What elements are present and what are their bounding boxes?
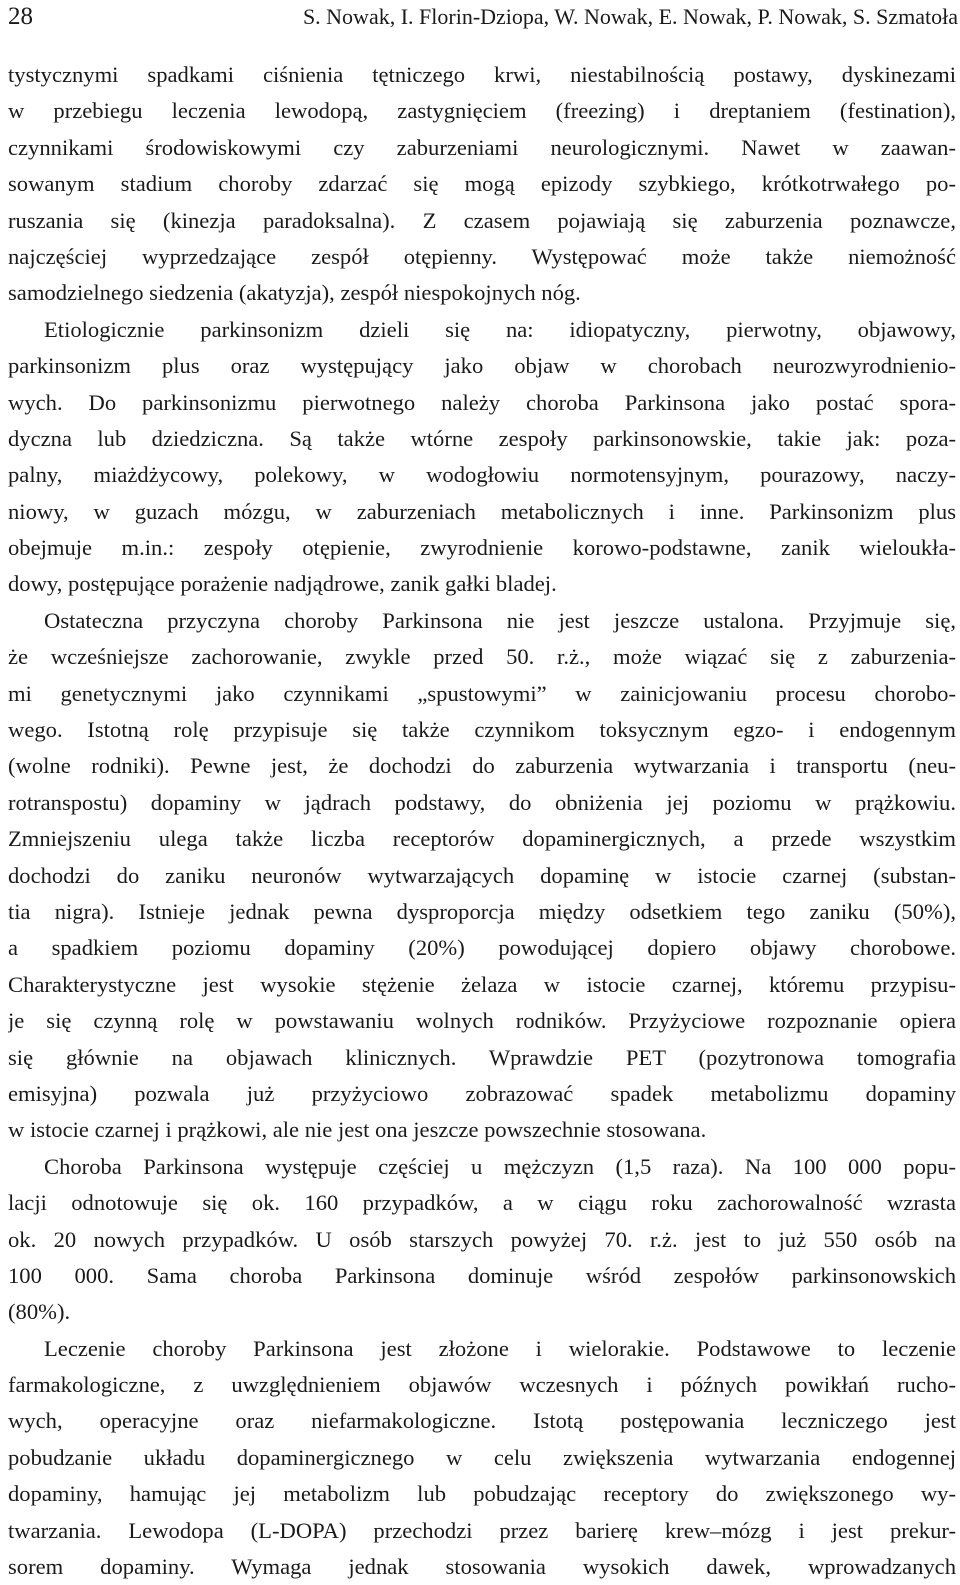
text-line: Etiologicznie parkinsonizm dzieli się na: idiopatyczny, pierwotny, objawowy,: [44, 316, 956, 342]
text-line: je się czynną rolę w powstawaniu wolnych rodników. Przyżyciowe rozpoznanie opiera: [8, 1008, 956, 1034]
text-line: wych, operacyjne oraz niefarmakologiczne. Istotą postępowania leczniczego jest: [8, 1408, 956, 1434]
text-line: sorem dopaminy. Wymaga jednak stosowania wysokich dawek, wprowadzanych: [8, 1554, 956, 1580]
text-line: wego. Istotną rolę przypisuje się także czynnikom toksycznym egzo- i endogennym: [8, 717, 956, 743]
text-line: pobudzanie układu dopaminergicznego w celu zwiększenia wytwarzania endogennej: [8, 1444, 956, 1470]
running-header: [8, 0, 958, 34]
text-line: niowy, w guzach mózgu, w zaburzeniach metabolicznych i inne. Parkinsonizm plus: [8, 498, 956, 524]
text-line: w przebiegu leczenia lewodopą, zastygnięciem (freezing) i dreptaniem (festination),: [8, 98, 956, 124]
text-line: a spadkiem poziomu dopaminy (20%) powodującej dopiero objawy chorobowe.: [8, 935, 956, 961]
text-line: (80%).: [8, 1299, 71, 1325]
text-line: dowy, postępujące porażenie nadjądrowe, zanik gałki bladej.: [8, 571, 557, 597]
text-line: się głównie na objawach klinicznych. Wprawdzie PET (pozytronowa tomografia: [8, 1044, 956, 1070]
text-line: wych. Do parkinsonizmu pierwotnego należy choroba Parkinsona jako postać spora-: [8, 389, 956, 415]
text-line: parkinsonizm plus oraz występujący jako objaw w chorobach neurozwyrodnienio-: [8, 353, 956, 379]
text-line: sowanym stadium choroby zdarzać się mogą epizody szybkiego, krótkotrwałego po-: [8, 171, 956, 197]
text-line: tia nigra). Istnieje jednak pewna dysproporcja między odsetkiem tego zaniku (50%),: [8, 898, 956, 924]
text-line: ruszania się (kinezja paradoksalna). Z czasem pojawiają się zaburzenia poznawcze,: [8, 207, 956, 233]
text-line: lacji odnotowuje się ok. 160 przypadków, a w ciągu roku zachorowalność wzrasta: [8, 1190, 956, 1216]
page-number: 28: [8, 3, 33, 30]
text-line: palny, miażdżycowy, polekowy, w wodogłowiu normotensyjnym, pourazowy, naczy-: [8, 462, 956, 488]
text-line: Charakterystyczne jest wysokie stężenie żelaza w istocie czarnej, któremu przypisu-: [8, 971, 956, 997]
text-line: w istocie czarnej i prążkowi, ale nie jest ona jeszcze powszechnie stosowana.: [8, 1117, 707, 1143]
text-line: dopaminy, hamując jej metabolizm lub pobudzając receptory do zwiększonego wy-: [8, 1481, 956, 1507]
text-line: twarzania. Lewodopa (L-DOPA) przechodzi przez barierę krew–mózg i jest prekur-: [8, 1517, 956, 1543]
text-line: najczęściej wyprzedzające zespół otępienny. Występować może także niemożność: [8, 243, 956, 269]
body-text: [8, 57, 956, 1585]
header-authors: S. Nowak, I. Florin-Dziopa, W. Nowak, E. Nowak, P. Nowak, S. Szmatoła: [302, 4, 958, 29]
text-line: obejmuje m.in.: zespoły otępienie, zwyrodnienie korowo-podstawne, zanik wieloukła-: [8, 535, 956, 561]
text-line: 100 000. Sama choroba Parkinsona dominuje wśród zespołów parkinsonowskich: [8, 1262, 956, 1288]
text-line: emisyjna) pozwala już przyżyciowo zobrazować spadek metabolizmu dopaminy: [8, 1080, 956, 1106]
text-line: dochodzi do zaniku neuronów wytwarzających dopaminę w istocie czarnej (substan-: [8, 862, 956, 888]
text-line: Ostateczna przyczyna choroby Parkinsona nie jest jeszcze ustalona. Przyjmuje się,: [44, 607, 956, 633]
text-line: Choroba Parkinsona występuje częściej u mężczyzn (1,5 raza). Na 100 000 popu-: [44, 1153, 956, 1179]
text-line: Leczenie choroby Parkinsona jest złożone i wielorakie. Podstawowe to leczenie: [44, 1335, 956, 1361]
text-line: że wcześniejsze zachorowanie, zwykle przed 50. r.ż., może wiązać się z zaburzenia-: [8, 644, 956, 670]
text-line: farmakologiczne, z uwzględnieniem objawów wczesnych i późnych powikłań rucho-: [8, 1372, 956, 1398]
text-line: Zmniejszeniu ulega także liczba receptorów dopaminergicznych, a przede wszystkim: [8, 826, 956, 852]
text-line: ok. 20 nowych przypadków. U osób starszych powyżej 70. r.ż. jest to już 550 osób na: [8, 1226, 956, 1252]
text-line: samodzielnego siedzenia (akatyzja), zespół niespokojnych nóg.: [8, 280, 581, 306]
text-line: rotranspostu) dopaminy w jądrach podstawy, do obniżenia jej poziomu w prążkowiu.: [8, 789, 956, 815]
text-line: mi genetycznymi jako czynnikami „spustowymi” w zainicjowaniu procesu chorobo-: [8, 680, 956, 706]
text-line: (wolne rodniki). Pewne jest, że dochodzi do zaburzenia wytwarzania i transportu (neu-: [8, 753, 956, 779]
text-line: tystycznymi spadkami ciśnienia tętniczego krwi, niestabilnością postawy, dyskinezami: [8, 62, 956, 87]
text-line: dyczna lub dziedziczna. Są także wtórne zespoły parkinsonowskie, takie jak: poza-: [8, 425, 956, 451]
text-line: czynnikami środowiskowymi czy zaburzeniami neurologicznymi. Nawet w zaawan-: [8, 134, 956, 160]
